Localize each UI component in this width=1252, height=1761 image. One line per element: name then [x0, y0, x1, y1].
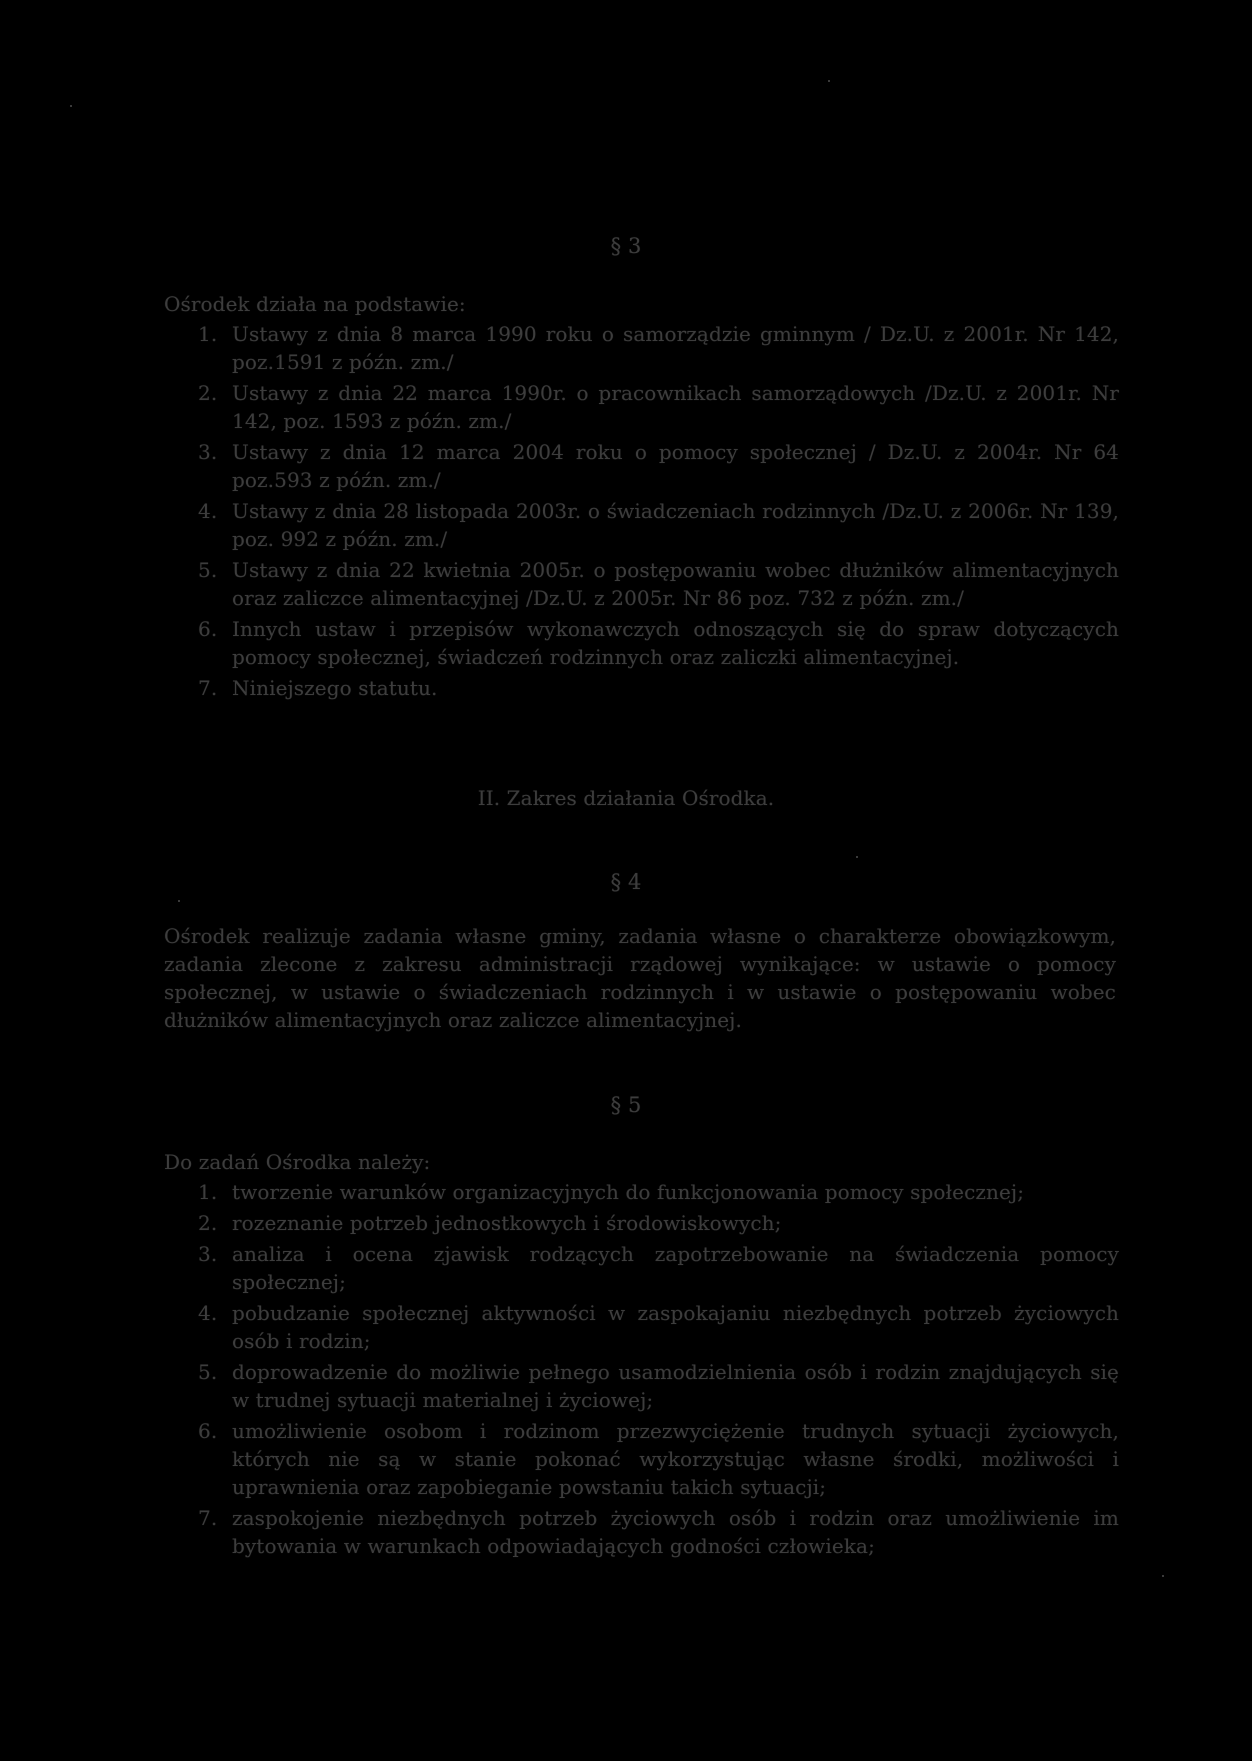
list-item: 3. Ustawy z dnia 12 marca 2004 roku o pomocy społecznej / Dz.U. z 2004r. Nr 64 poz.593 z późn. zm./ [198, 440, 1119, 492]
list-item: 2. Ustawy z dnia 22 marca 1990r. o pracownikach samorządowych /Dz.U. z 2001r. Nr 142, poz. 1593 z późn. zm./ [198, 381, 1119, 433]
scan-speck [828, 80, 830, 82]
list-item: 2. rozeznanie potrzeb jednostkowych i środowiskowych; [198, 1211, 782, 1235]
section-5-intro: Do zadań Ośrodka należy: [164, 1150, 431, 1174]
chapter-2-title: II. Zakres działania Ośrodka. [477, 786, 775, 810]
section-5-heading: § 5 [610, 1093, 642, 1117]
list-item: 6. Innych ustaw i przepisów wykonawczych odnoszących się do spraw dotyczących pomocy społecznej, świadczeń rodzinnych oraz zaliczki alimentacyjnej. [198, 617, 1119, 669]
list-item: 1. Ustawy z dnia 8 marca 1990 roku o samorządzie gminnym / Dz.U. z 2001r. Nr 142, poz.1591 z późn. zm./ [198, 322, 1119, 374]
section-4-heading: § 4 [610, 870, 642, 894]
list-item: 5. doprowadzenie do możliwie pełnego usamodzielnienia osób i rodzin znajdujących się w trudnej sytuacji materialnej i życiowej; [198, 1360, 1119, 1412]
list-item: 4. pobudzanie społecznej aktywności w zaspokajaniu niezbędnych potrzeb życiowych osób i rodzin; [198, 1301, 1119, 1353]
list-item: 5. Ustawy z dnia 22 kwietnia 2005r. o postępowaniu wobec dłużników alimentacyjnych oraz zaliczce alimentacyjnej /Dz.U. z 2005r. Nr 86 poz. 732 z późn. zm./ [198, 558, 1119, 610]
legal-basis-list [164, 320, 1119, 705]
section-4-body: Ośrodek realizuje zadania własne gminy, zadania własne o charakterze obowiązkowym, zadania zlecone z zakresu administracji rządowej wynikające: w ustawie o pomocy społecznej, w ustawie o świadczeniach rodzinnych i w ustawie o postępowaniu wobec dłużników alimentacyjnych oraz zaliczce alimentacyjnej. [164, 924, 1116, 1032]
list-item: 1. tworzenie warunków organizacyjnych do funkcjonowania pomocy społecznej; [198, 1180, 1025, 1204]
section-3-heading: § 3 [610, 234, 642, 258]
list-item: 4. Ustawy z dnia 28 listopada 2003r. o świadczeniach rodzinnych /Dz.U. z 2006r. Nr 139, poz. 992 z późn. zm./ [198, 499, 1119, 551]
list-item: 3. analiza i ocena zjawisk rodzących zapotrzebowanie na świadczenia pomocy społecznej; [198, 1242, 1119, 1294]
section-3-intro: Ośrodek działa na podstawie: [164, 292, 466, 316]
list-item: 6. umożliwienie osobom i rodzinom przezwyciężenie trudnych sytuacji życiowych, których nie są w stanie pokonać wykorzystując własne środki, możliwości i uprawnienia oraz zapobieganie powstaniu takich sytuacji; [198, 1419, 1119, 1499]
list-item: 7. Niniejszego statutu. [198, 676, 438, 700]
scan-speck [856, 856, 858, 858]
tasks-list [164, 1178, 1119, 1563]
scan-speck [178, 900, 180, 902]
scan-speck [1162, 1575, 1164, 1577]
list-item: 7. zaspokojenie niezbędnych potrzeb życiowych osób i rodzin oraz umożliwienie im bytowania w warunkach odpowiadających godności człowieka; [198, 1506, 1119, 1558]
scan-speck [70, 105, 72, 107]
